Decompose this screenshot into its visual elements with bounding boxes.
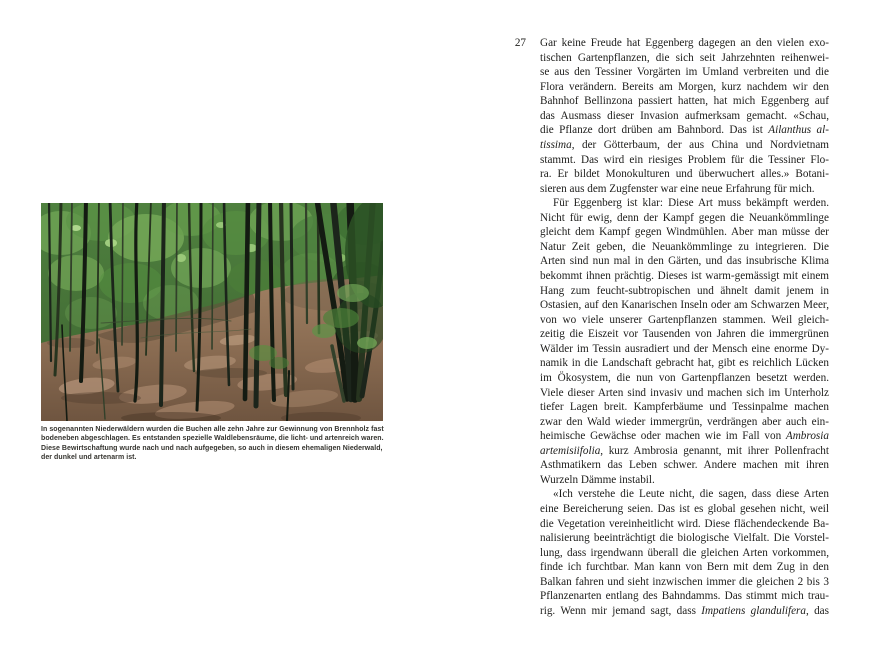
text-column	[540, 36, 829, 619]
text-line: Natur Zeit geben, die Neuankömmlinge zu integrieren. Die	[540, 240, 829, 253]
text-line: se aus den Tessiner Vorgärten im Umland verbreiten und die	[540, 66, 829, 79]
caption-line: In sogenannten Niederwäldern wurden die Buchen alle zehn Jahre zur Gewinnung von Brennholz fast	[41, 426, 384, 433]
text-line: im Ökosystem, die nun von Gartenpflanzen besetzt werden.	[540, 371, 829, 384]
text-line: ra. Er bildet Monokulturen und überwuchert alles.» Botani-	[540, 168, 829, 181]
text-line: Flora verändern. Bereits am Morgen, kurz nachdem wir den	[540, 80, 829, 93]
text-line: namik in die Landschaft gebracht hat, gibt es reichlich Lücken	[540, 357, 829, 370]
text-line: «Ich verstehe die Leute nicht, die sagen, dass diese Arten	[553, 488, 829, 501]
text-line: Arten sind nun mal in den Gärten, und das insubrische Klima	[540, 255, 829, 268]
text-line: artemisiifolia, kurz Ambrosia genannt, mit ihrer Pollenfracht	[540, 444, 829, 457]
text-line: sieren aus dem Zugfenster war eine neue Erfahrung für mich.	[540, 182, 815, 195]
text-line: eine Bereicherung seien. Das ist es global gesehen nicht, weil	[540, 503, 829, 515]
text-line: lung, dass irgendwann überall die gleichen Arten vorkommen,	[540, 546, 829, 559]
text-line: gleicht dem Kampf gegen Windmühlen. Aber man müsse der	[540, 226, 829, 239]
text-line: Ostasien, auf den Kanarischen Inseln oder am Schwarzen Meer,	[540, 299, 829, 312]
caption-line: Diese Bewirtschaftung wurde nach und nach aufgegeben, so auch in diesem ehemaligen Niederwald,	[41, 444, 383, 452]
text-line: von wo viele unserer Gartenpflanzen stammen. Weil gleich-	[540, 313, 829, 326]
text-line: finde ich furchtbar. Man kann von Bern mit dem Zug in den	[540, 561, 829, 574]
text-line: das Ausmass dieser Invasion aufmerksam gemacht. «Schau,	[540, 109, 829, 122]
text-line: Wälder im Tessin ausradiert und der Mensch eine enorme Dy-	[540, 342, 829, 355]
text-line: stammt. Das wird ein riesiges Problem für die Tessiner Flo-	[540, 153, 829, 166]
figure	[41, 203, 386, 463]
forest-photo	[41, 203, 383, 421]
text-line: Pflanzenarten entlang des Bahndamms. Das stimmt mich trau-	[540, 590, 829, 603]
text-line: zeitig die Eiszeit vor Tausenden von Jahren die immergrünen	[540, 328, 829, 341]
page-number: 27	[514, 37, 526, 49]
text-line: Für Eggenberg ist klar: Diese Art muss bekämpft werden.	[553, 197, 829, 210]
text-line: tissima, der Götterbaum, der aus China und Nordvietnam	[540, 138, 829, 151]
text-line: tischen Gartenpflanzen, die sich seit Jahrzehnten reihenwei-	[540, 51, 829, 64]
caption-line: der dunkel und artenarm ist.	[41, 454, 137, 462]
figure-caption	[41, 425, 386, 463]
text-line: Nicht für ewig, denn der Kampf gegen die Neuankömmlinge	[540, 211, 829, 224]
text-line: Viele dieser Arten sind invasiv und machen sich im Unterholz	[540, 386, 829, 399]
text-line: Balkan fahren und sieht inzwischen immer die gleichen 2 bis 3	[540, 575, 829, 588]
text-line: die Vegetation vereinheitlicht wird. Diese flächendeckende Ba-	[540, 517, 829, 530]
text-line: bekommt ihnen prächtig. Dieses ist warm-gemässigt mit einem	[540, 270, 829, 282]
text-line: zwar den Wald wieder immergrün, verdrängen aber auch ein-	[540, 415, 829, 428]
text-line: nalisierung beeinträchtigt die biologische Vielfalt. Die Vorstel-	[540, 532, 829, 545]
text-line: Asthmatikern das Leben schwer. Andere machen mit ihren	[540, 459, 829, 472]
text-line: Hang zum feucht-subtropischen und ähnelt damit jenem in	[540, 284, 829, 297]
text-line: Gar keine Freude hat Eggenberg dagegen an den vielen exo-	[540, 37, 829, 49]
text-line: tiefer Lagen breit. Kampferbäume und Tessinpalme machen	[540, 401, 829, 414]
text-line: heimische Gewächse oder machen wie im Fall von Ambrosia	[540, 430, 829, 443]
text-line: Bahnhof Bellinzona passiert hatten, hat mich Eggenberg auf	[540, 95, 829, 108]
text-line: rig. Wenn mir jemand sagt, dass Impatiens glandulifera, das	[540, 604, 830, 617]
caption-line: bodeneben abgeschlagen. Es entstanden spezielle Waldlebensräume, die licht- und artenreich waren.	[41, 435, 384, 443]
text-line: die Pflanze dort drüben am Bahnbord. Das ist Ailanthus al-	[540, 124, 829, 137]
text-line: Wurzeln Dämme instabil.	[540, 473, 655, 486]
